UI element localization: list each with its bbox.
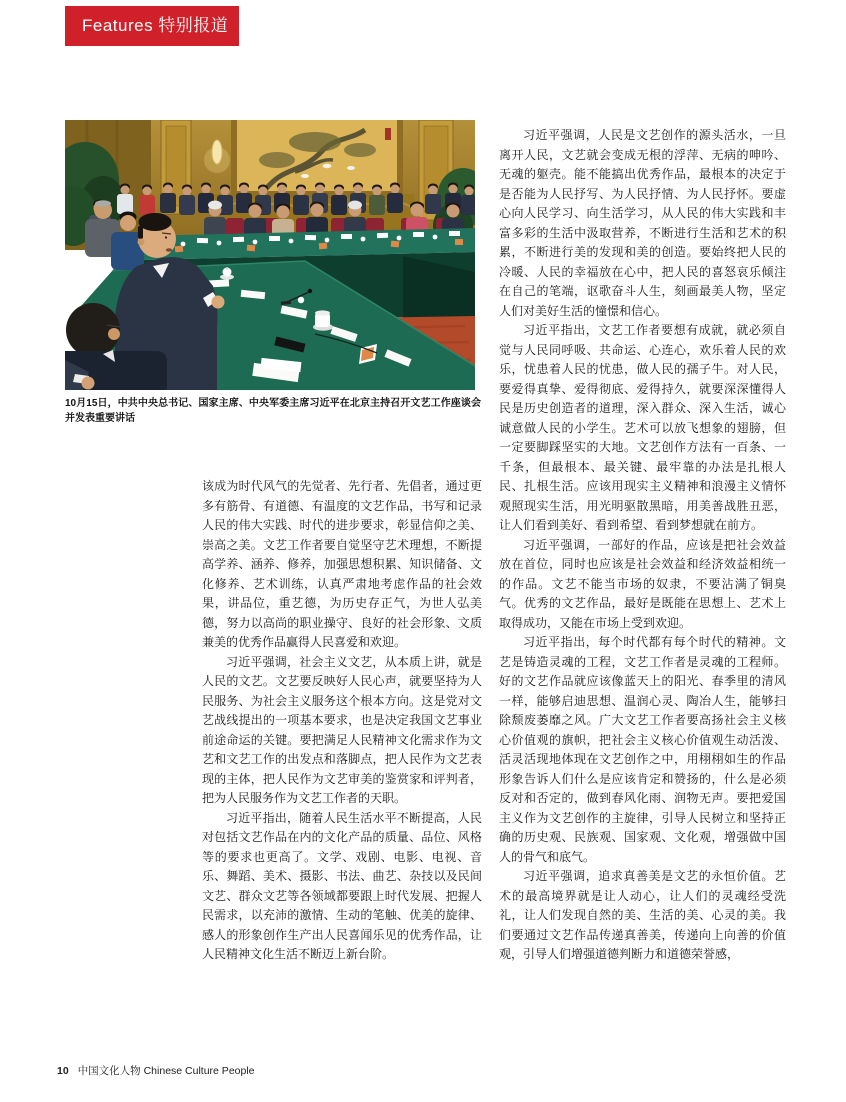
section-badge-label: Features 特别报道 — [82, 16, 229, 35]
paragraph: 习近平指出，每个时代都有每个时代的精神。文艺是铸造灵魂的工程，文艺工作者是灵魂的工程师。好的文艺作品就应该像蓝天上的阳光、春季里的清风一样，能够启迪思想、温润心灵、陶冶人生，能够扫除颓废萎靡之风。广大文艺工作者要高扬社会主义核心价值观的旗帜，把社会主义核心价值观生动活泼、活灵活现地体现在文艺创作之中，用栩栩如生的作品形象告诉人们什么是应该肯定和赞扬的，什么是必须反对和否定的，做到春风化雨、润物无声。要把爱国主义作为文艺创作的主旋律，引导人民树立和坚持正确的历史观、民族观、国家观、文化观，增强做中国人的骨气和底气。 — [499, 635, 786, 864]
paragraph: 习近平指出，随着人民生活水平不断提高，人民对包括文艺作品在内的文化产品的质量、品位、风格等的要求也更高了。文学、戏剧、电影、电视、音乐、舞蹈、美术、摄影、书法、曲艺、杂技以及民间文艺、群众文艺等各领域都要跟上时代发展、把握人民需求，以充沛的激情、生动的笔触、优美的旋律、感人的形象创作生产出人民喜闻乐见的优秀作品，让人民精神文化生活不断迈上新台阶。 — [202, 810, 482, 961]
magazine-title: 中国文化人物 Chinese Culture People — [77, 1065, 255, 1077]
meeting-photo-graphic — [65, 120, 475, 390]
paragraph: 习近平强调，一部好的作品，应该是把社会效益放在首位，同时也应该是社会效益和经济效益相统一的作品。文艺不能当市场的奴隶，不要沾满了铜臭气。优秀的文艺作品，最好是既能在思想上、艺术上取得成功，又能在市场上受到欢迎。 — [499, 537, 786, 630]
page-number: 10 — [57, 1065, 69, 1077]
paragraph: 习近平强调，社会主义文艺，从本质上讲，就是人民的文艺。文艺要反映好人民心声，就要坚持为人民服务、为社会主义服务这个根本方向。这是党对文艺战线提出的一项基本要求，也是决定我国文艺事业前途命运的关键。要把满足人民精神文化需求作为文艺和文艺工作的出发点和落脚点，把人民作为文艺表现的主体，把人民作为文艺审美的鉴赏家和评判者，把为人民服务作为文艺工作者的天职。 — [202, 654, 482, 805]
photo-caption: 10月15日，中共中央总书记、国家主席、中央军委主席习近平在北京主持召开文艺工作座谈会并发表重要讲话 — [65, 398, 481, 424]
paragraph: 习近平强调，追求真善美是文艺的永恒价值。艺术的最高境界就是让人动心，让人们的灵魂经受洗礼，让人们发现自然的美、生活的美、心灵的美。我们要通过文艺作品传递真善美，传递向上向善的价值观，引导人们增强道德判断力和道德荣誉感， — [499, 869, 786, 961]
paragraph: 该成为时代风气的先觉者、先行者、先倡者，通过更多有筋骨、有道德、有温度的文艺作品，书写和记录人民的伟大实践、时代的进步要求，彰显信仰之美、崇高之美。文艺工作者要自觉坚守艺术理想，不断提高学养、涵养、修养，加强思想积累、知识储备、文化修养、艺术训练，认真严肃地考虑作品的社会效果，讲品位，重艺德，为历史存正气，为世人弘美德，努力以高尚的职业操守、良好的社会形象、文质兼美的优秀作品赢得人民喜爱和欢迎。 — [202, 479, 482, 649]
meeting-photo — [65, 120, 475, 390]
article-left-column — [202, 477, 482, 965]
paragraph: 习近平指出，文艺工作者要想有成就，就必须自觉与人民同呼吸、共命运、心连心，欢乐着人民的欢乐，忧患着人民的忧患，做人民的孺子牛。对人民，要爱得真挚、爱得彻底、爱得持久，就要深深懂得人民是历史创造者的道理，深入群众、深入生活，诚心诚意做人民的小学生。艺术可以放飞想象的翅膀，但一定要脚踩坚实的大地。文艺创作方法有一百条、一千条，但最根本、最关键、最牢靠的办法是扎根人民、扎根生活。应该用现实主义精神和浪漫主义情怀观照现实生活，用光明驱散黑暗，用美善战胜丑恶，让人们看到美好、看到希望、看到梦想就在前方。 — [499, 323, 786, 532]
section-badge — [65, 6, 239, 46]
page-footer — [57, 1063, 255, 1078]
article-right-column — [499, 126, 786, 965]
paragraph: 习近平强调，人民是文艺创作的源头活水，一旦离开人民，文艺就会变成无根的浮萍、无病的呻吟、无魂的躯壳。能不能搞出优秀作品，最根本的决定于是否能为人民抒写、为人民抒情、为人民抒怀。要虚心向人民学习、向生活学习，从人民的伟大实践和丰富多彩的生活中汲取营养，不断进行生活和艺术的积累，不断进行美的发现和美的创造。要始终把人民的冷暖、人民的幸福放在心中，把人民的喜怒哀乐倾注在自己的笔端，讴歌奋斗人生，刻画最美人物，坚定人们对美好生活的憧憬和信心。 — [499, 128, 786, 318]
